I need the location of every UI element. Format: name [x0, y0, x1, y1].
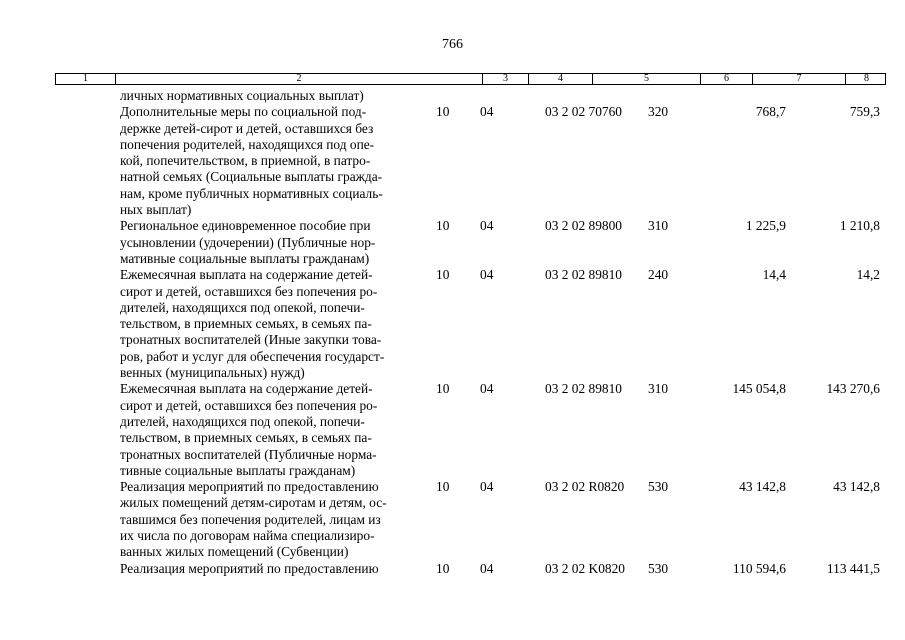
- expense-type-code: 320: [648, 104, 669, 120]
- column-number-1: 1: [56, 74, 116, 84]
- description-line: натной семьях (Социальные выплаты гражда-: [120, 169, 383, 185]
- table-row: [0, 561, 905, 577]
- column-number-5: 5: [593, 74, 701, 84]
- target-article-code: 03 2 02 R0820: [545, 479, 625, 495]
- description-line: Реализация мероприятий по предоставлению: [120, 479, 379, 495]
- description-line: их числа по договорам найма специализиро-: [120, 528, 375, 544]
- amount-year-1: 43 142,8: [739, 479, 786, 495]
- description-line: нам, кроме публичных нормативных социаль-: [120, 185, 383, 201]
- description-line: ных выплат): [120, 202, 192, 218]
- row-description: [120, 267, 425, 381]
- description-line: кой, попечительством, в приемной, в патро-: [120, 153, 371, 169]
- description-line: попечения родителей, находящихся под опе-: [120, 136, 375, 152]
- amount-year-1: 145 054,8: [732, 381, 786, 397]
- expense-type-code: 530: [648, 479, 669, 495]
- row-description: [120, 479, 425, 560]
- expense-type-code: 310: [648, 381, 669, 397]
- section-code: 10: [436, 479, 450, 495]
- description-line: Реализация мероприятий по предоставлению: [120, 560, 379, 576]
- amount-year-2: 43 142,8: [833, 479, 880, 495]
- amount-year-2: 759,3: [849, 104, 880, 120]
- row-description: [120, 561, 425, 577]
- amount-year-2: 113 441,5: [826, 560, 880, 576]
- description-line: тельством, в приемных семьях, в семьях па-: [120, 316, 372, 332]
- row-description: [120, 104, 425, 218]
- subsection-code: 04: [480, 104, 494, 120]
- row-description: [120, 218, 425, 267]
- description-line: сирот и детей, оставшихся без попечения ро-: [120, 283, 378, 299]
- section-code: 10: [436, 560, 450, 576]
- description-line: тельством, в приемных семьях, в семьях па-: [120, 430, 372, 446]
- subsection-code: 04: [480, 381, 494, 397]
- expense-type-code: 240: [648, 267, 669, 283]
- description-line: жилых помещений детям-сиротам и детям, ос-: [120, 495, 387, 511]
- target-article-code: 03 2 02 70760: [545, 104, 622, 120]
- section-code: 10: [436, 104, 450, 120]
- column-number-4: 4: [529, 74, 593, 84]
- expense-type-code: 530: [648, 560, 669, 576]
- table-row: [0, 479, 905, 560]
- subsection-code: 04: [480, 218, 494, 234]
- table-row: [0, 381, 905, 479]
- table-row: [0, 267, 905, 381]
- description-line: держке детей-сирот и детей, оставшихся без: [120, 120, 374, 136]
- description-line: тивные социальные выплаты гражданам): [120, 462, 356, 478]
- description-line: дителей, находящихся под опекой, попечи-: [120, 299, 365, 315]
- expense-type-code: 310: [648, 218, 669, 234]
- subsection-code: 04: [480, 267, 494, 283]
- target-article-code: 03 2 02 89810: [545, 267, 622, 283]
- amount-year-2: 14,2: [856, 267, 880, 283]
- page-number: 766: [442, 37, 463, 52]
- table-header-row: [55, 73, 886, 85]
- column-number-3: 3: [483, 74, 529, 84]
- column-number-2: 2: [116, 74, 483, 84]
- amount-year-1: 1 225,9: [745, 218, 786, 234]
- description-line: тавшимся без попечения родителей, лицам из: [120, 511, 381, 527]
- amount-year-1: 768,7: [755, 104, 786, 120]
- table-row: [0, 218, 905, 267]
- target-article-code: 03 2 02 89810: [545, 381, 622, 397]
- amount-year-2: 1 210,8: [839, 218, 880, 234]
- description-line: Региональное единовременное пособие при: [120, 218, 371, 234]
- description-line: дителей, находящихся под опекой, попечи-: [120, 413, 365, 429]
- column-number-6: 6: [701, 74, 753, 84]
- target-article-code: 03 2 02 K0820: [545, 560, 625, 576]
- description-line: Дополнительные меры по социальной под-: [120, 104, 367, 120]
- column-number-8: 8: [864, 73, 869, 84]
- description-line: ров, работ и услуг для обеспечения государст-: [120, 348, 385, 364]
- table-body: [0, 88, 905, 577]
- description-line: мативные социальные выплаты гражданам): [120, 250, 370, 266]
- amount-year-2: 143 270,6: [826, 381, 880, 397]
- subsection-code: 04: [480, 560, 494, 576]
- section-code: 10: [436, 267, 450, 283]
- amount-year-1: 110 594,6: [732, 560, 786, 576]
- subsection-code: 04: [480, 479, 494, 495]
- description-line: усыновлении (удочерении) (Публичные нор-: [120, 234, 376, 250]
- table-row: [0, 88, 905, 104]
- column-number-7: 7: [753, 74, 846, 84]
- row-description: [120, 88, 425, 104]
- description-line: Ежемесячная выплата на содержание детей-: [120, 267, 373, 283]
- description-line: венных (муниципальных) нужд): [120, 365, 305, 381]
- row-description: [120, 381, 425, 479]
- description-line: ванных жилых помещений (Субвенции): [120, 544, 349, 560]
- description-line: тронатных воспитателей (Публичные норма-: [120, 446, 377, 462]
- description-line: Ежемесячная выплата на содержание детей-: [120, 381, 373, 397]
- section-code: 10: [436, 218, 450, 234]
- description-line: тронатных воспитателей (Иные закупки това-: [120, 332, 382, 348]
- section-code: 10: [436, 381, 450, 397]
- description-line: сирот и детей, оставшихся без попечения ро-: [120, 397, 378, 413]
- table-row: [0, 104, 905, 218]
- amount-year-1: 14,4: [762, 267, 786, 283]
- target-article-code: 03 2 02 89800: [545, 218, 622, 234]
- description-line: личных нормативных социальных выплат): [120, 88, 364, 103]
